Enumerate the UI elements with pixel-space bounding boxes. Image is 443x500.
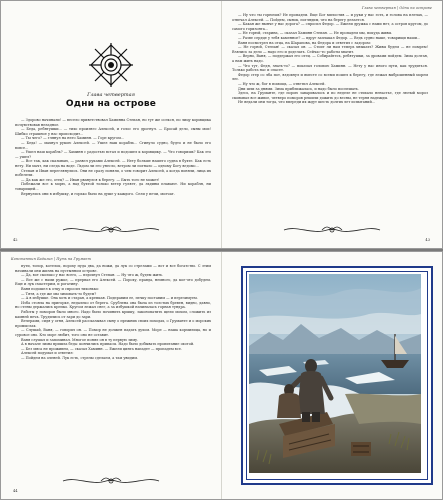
paragraph: Дни шли за днями. Зима приближалась, и надо было поспешать. [238,86,360,91]
paragraph: — Что тут, Федя, знать-то? — покачал головою Хаминн. — Нету у нас иного пути, как трудиться. Только работа нас и спасет. [232,63,428,73]
paragraph: — Ушел наш корабль? — Хаминн с радостью встал и подошел к кормщику. — Что говоришь? Как это — ушел? [15,150,211,159]
illustration [249,274,425,477]
paragraph: — Верно, Ваня, — поддержал его отец. — Собирайтесь, ребятушки, за дровами пойдем. Зима долгая, а нам жить надо. [232,54,428,63]
paragraph: Степан и Иван переглянулись. Они не сразу поняли, о чем говорит Алексей, а когда поняли, лица их побелели. [15,168,211,178]
paragraph: Алексей подумал и ответил: [21,351,74,356]
chapter-title: Одни на острове [65,99,157,109]
paragraph: — Беда! — махнул рукою Алексей. — Ушел наш корабль... Сгинуло судно, будто и не было его вовсе... [15,140,211,150]
chapter-emblem-icon [87,41,135,89]
paragraph: Здесь, на Груманте, где порою заваривалось и по неделе не стихало ненастье, где лютый мороз сковывал все живое, четверо поморов решили дожить до весны, не теряя надежды. [232,91,428,100]
book-spread-2 [1,252,442,499]
page-body-text [232,13,428,105]
paragraph: Федор стер со лба пот, вздохнул и вместе со всеми пошел к берегу, где лежал выброшенный морем лес. [232,72,428,82]
paragraph: Не ведали они тогда, что впереди их ждут шесть долгих лет испытаний... [238,100,376,105]
paragraph: — Тятя, а где же мы зимовать-то будем? [21,291,97,296]
paragraph: — Здорово начинали! — весело приветствовал Хаминна Степан, но тут же осекся, по лицу кормщика почувствовав неладное. [15,118,211,127]
paragraph: — Не горюй, Степан! — сказал он. — Стоит ли нам теперь хныкать? Живы будем — не помрем! Взялись за дело — надо его и доделать. Сейчас-то работы хватит. [232,45,428,54]
paragraph: — Слушай, Ваня, — говорил он. — Помор не должен падать духом. Море — наша кормилица, но и суровое оно. Кто море любит, того оно не оставит. [15,328,211,337]
book-spread-1 [1,1,442,248]
page-right-text [222,1,442,248]
paragraph: — Все так, как сказываю, — развел руками Алексей. — Нету больше нашего судна в бухте. Как есть нету. Ни мачт, ни следа на воде. Льдом ли его унесло, ветром ли погнало — одному Богу ведомо... [15,159,211,168]
paragraph: — Ты чего? — глянул на него Хаминн. — Горе кругом... [21,136,125,141]
paragraph: Ваня слушал и запоминал. Многое понял он в ту первую зиму. [21,337,139,342]
illustration-frame [241,266,433,485]
paragraph: — Беда, ребятушки... — тихо произнес Алексей, и голос его дрогнул. — Бросай дело, сыны мои! Шибко страшное у нас происходит... [15,127,211,136]
paragraph: — А в избушке. Она хоть и старая, а крепкая. Подправим ее, печку поставим — и перезимуем. [21,296,198,301]
paragraph: А в начале зимы пришла беда: кончились припасы. Надо было добывать пропитание охотой. [21,342,195,347]
paragraph: Изба стояла на пригорке, недалеко от берега. Срублена она была из толстых бревен, видно, давно, но стены держались крепко. Кругом лежал снег, а за избушкой начиналась горная тундра. [15,300,211,310]
paragraph: — Ну что ты горюешь? Не пропадем. Еще Бог милостив — и руки у нас есть, и голова на плечах, — отвечал Алексей. — Пойдем, сынок, поглядим, что на берегу делается. [232,13,428,22]
paragraph: — Не горюй, старина, — сказал Хаминн Степан. — Не пропадем мы, покуда живы. [238,31,393,36]
bottom-ornament-icon [282,224,382,236]
running-head: Глава четвертая | Одни на острове [361,6,432,10]
bottom-ornament-icon [61,475,161,487]
paragraph: — Без мяса не проживем, — сказал Хаминн. — Ежели цинга нападет — пропадем все. [21,346,182,351]
paragraph: — Какая же нынче у нас дорога? — спросил Федор. — Ежели дружка с нами нет, а остров кругом, до самого горизонта... [232,22,428,31]
paragraph: — Ну что ж, бог в помощь, — ответил Алексей. [238,81,326,86]
paragraph: Вечерами, сидя у огня, Алексей рассказывал сыну о прежних своих походах, о Груманте и о морских промыслах. [15,319,211,328]
running-head: Константин Бадигин | Путь на Грумант [11,257,91,261]
page-number: 42 [13,238,18,242]
arctic-shore-painting [249,274,421,473]
paragraph: Побежали все к морю, а над бухтой только ветер гуляет, да льдины плавают. Ни корабля, ни товарищей... [15,182,211,191]
page-left-chapter-opening [1,1,221,248]
paragraph: — Да, вот сколько у нас всего, — вздохнул Степан. — Ну что ж, будем жить. [21,273,164,278]
page-number: 44 [13,489,18,493]
paragraph: Ваня подошел к отцу и спросил тихонько: [21,286,100,291]
page-body-text [15,264,211,360]
chapter-label: Глава четвертая [87,92,135,98]
paragraph: Ваня посмотрел на отца, на Шарапова, на Федора и ответил с задором: [238,40,371,45]
page-left-text [1,252,221,499]
paragraph: — Разве сердце у тебя каменное? — вдруг заплакал Федор. — Ведь судно наше, товарищи наши... [238,35,421,40]
page-number: 43 [425,238,430,242]
bottom-ornament-icon [61,224,161,236]
paragraph: пути, топор, котелок, пороху пуда два, да ножи, да лук со стрелами — вот и все богатство. С этим начинали они жизнь на пустынном острове. [15,264,211,273]
paragraph: Вернулись они в избушку, и горько было на душе у каждого. Сели у печи, молчат. [21,191,175,196]
paragraph: Работы у поморов было много. Надо было починить крышу, законопатить щели мохом, сложить из камней печь. Трудились от зари до зари. [15,309,211,319]
page-body-text [15,118,211,196]
paragraph: — Все же с нами ружье, — прервал его Алексей. — Пороху, правда, немного, да кое-что добудем. Еще и лук смастерим, и рогатину. [15,277,211,287]
page-right-illustration [222,252,442,499]
paragraph: — Пойдем на оленей. Лук есть, стрелы сделаем, а там увидим. [21,355,139,360]
paragraph: — Да как же это, отец? — Иван рванулся к берегу. — Быть того не может! [21,177,160,182]
